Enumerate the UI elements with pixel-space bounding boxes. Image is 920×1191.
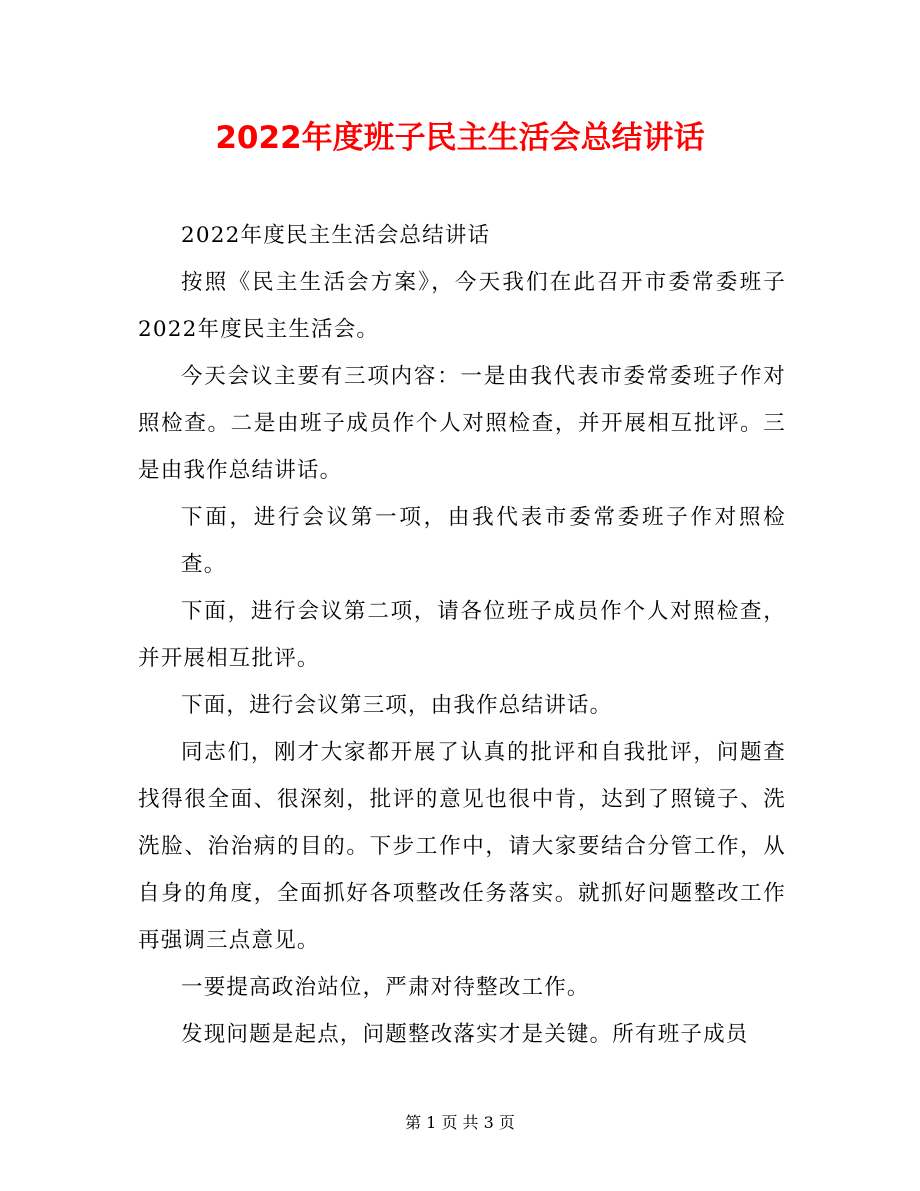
paragraph-point-one: 一要提高政治站位，严肃对待整改工作。	[181, 975, 590, 1000]
paragraph-item-one: 下面，进行会议第一项，由我代表市委常委班子作对照检查。	[181, 505, 786, 577]
paragraph-item-two: 下面，进行会议第二项，请各位班子成员作个人对照检查，并开展相互批评。	[138, 599, 786, 671]
paragraph-agenda: 今天会议主要有三项内容：一是由我代表市委常委班子作对照检查。二是由班子成员作个人对照检查，并开展相互批评。三是由我作总结讲话。	[138, 364, 786, 483]
paragraph-comrades: 同志们，刚才大家都开展了认真的批评和自我批评，问题查找得很全面、很深刻，批评的意见也很中肯，达到了照镜子、洗洗脸、治治病的目的。下步工作中，请大家要结合分管工作，从自身的角度，全面抓好各项整改任务落实。就抓好问题整改工作再强调三点意见。	[138, 740, 786, 953]
page-footer	[0, 1111, 920, 1135]
paragraph-intro: 按照《民主生活会方案》，今天我们在此召开市委常委班子2022年度民主生活会。	[138, 270, 786, 342]
paragraph-item-three: 下面，进行会议第三项，由我作总结讲话。	[181, 693, 613, 718]
document-title: 2022年度班子民主生活会总结讲话	[215, 120, 705, 156]
paragraph-point-one-body: 发现问题是起点，问题整改落实才是关键。所有班子成员	[181, 1022, 749, 1047]
page-number-label: 第 1 页 共 3 页	[405, 1113, 515, 1132]
paragraph-subtitle: 2022年度民主生活会总结讲话	[181, 223, 491, 248]
document-body	[138, 212, 786, 1058]
